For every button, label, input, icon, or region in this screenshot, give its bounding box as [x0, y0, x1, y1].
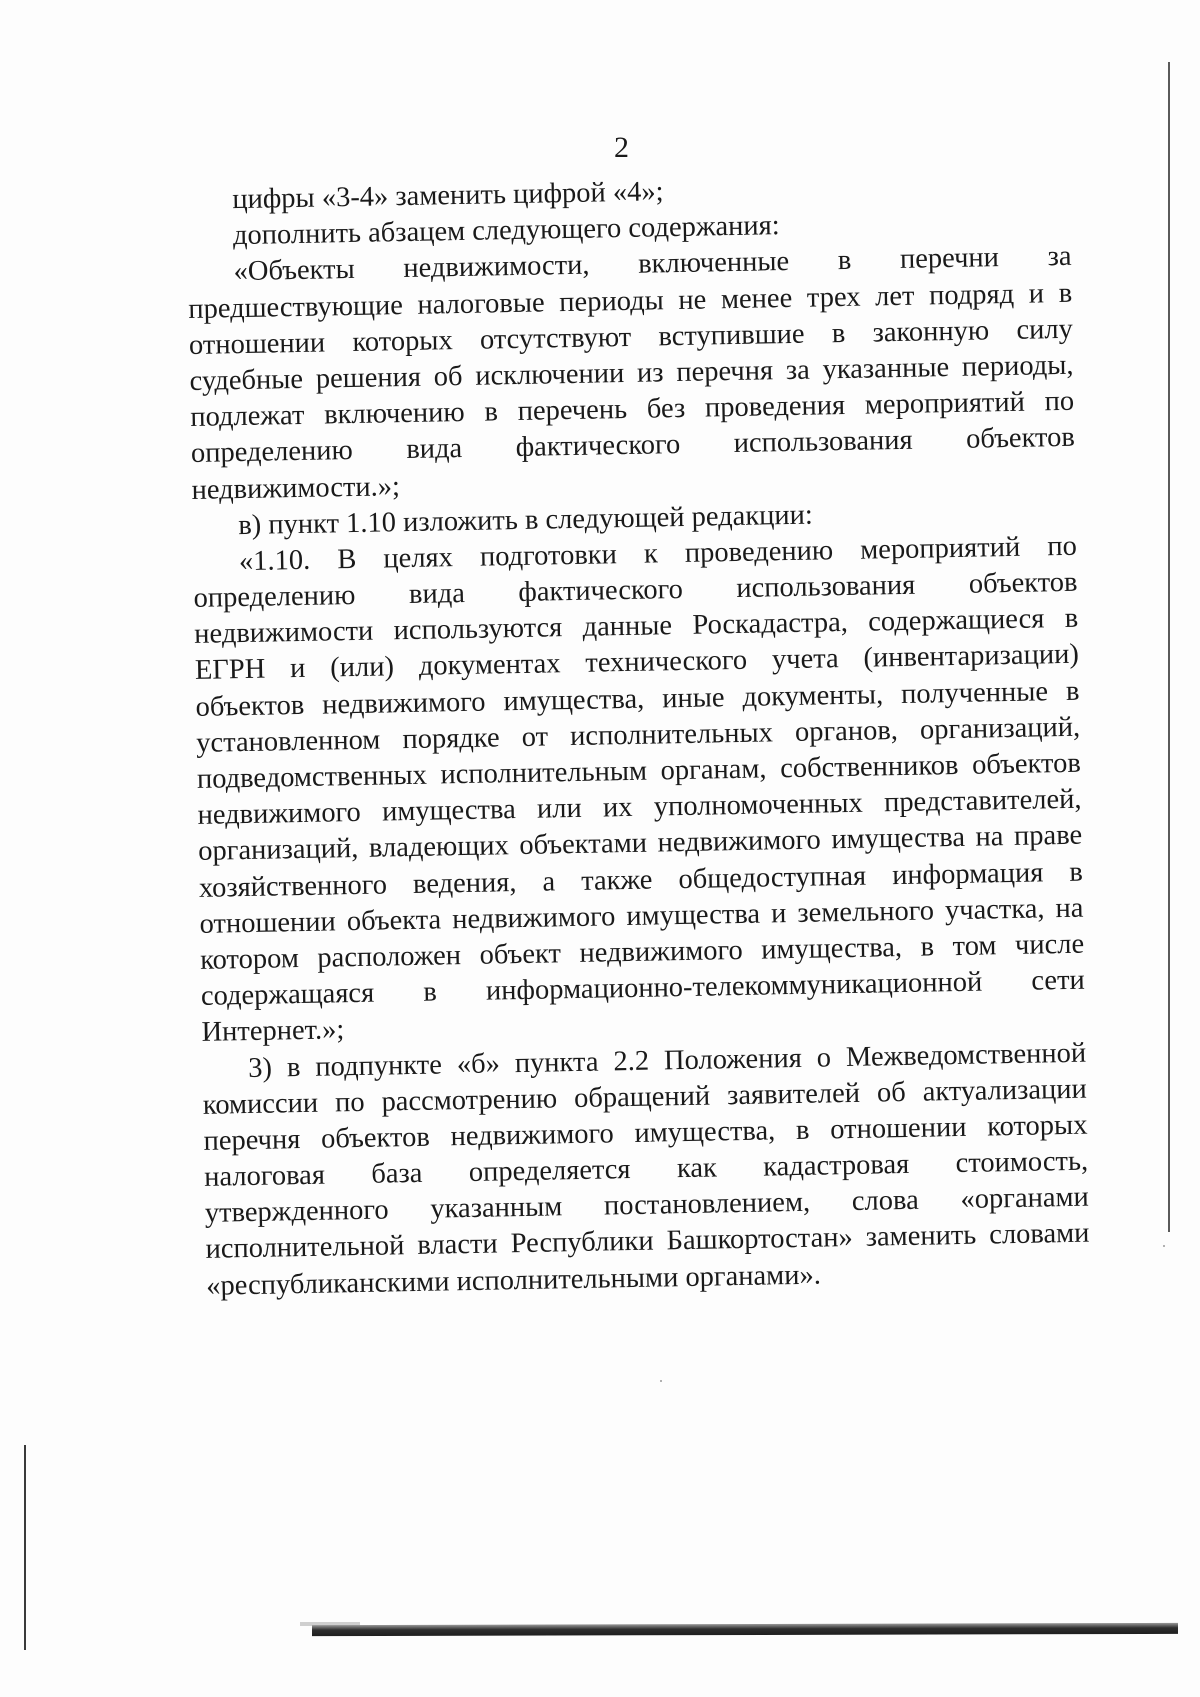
scan-edge-left: [24, 1445, 26, 1650]
text-line: налоговая база определяется как кадастровая стоимость,: [203, 1145, 1089, 1193]
text-line: судебные решения об исключении из перечня за указанные периоды,: [189, 349, 1074, 397]
text-line: Интернет.»;: [201, 1014, 345, 1049]
text-line: «республиканскими исполнительными органами».: [205, 1259, 822, 1302]
text-line: «Объекты недвижимости, включенные в перечни за: [233, 241, 1072, 288]
text-line: определению вида фактического использования объектов: [193, 566, 1078, 614]
page-number: 2: [614, 131, 629, 164]
text-line: недвижимости.»;: [191, 470, 401, 506]
text-line: цифры «3-4» заменить цифрой «4»;: [232, 176, 664, 216]
text-line: хозяйственного ведения, а также общедоступная информация в: [198, 856, 1084, 904]
scan-speck: [1163, 1245, 1165, 1247]
text-line: отношении объекта недвижимого имущества и земельного участка, на: [199, 892, 1084, 940]
text-line: определению вида фактического использования объектов: [190, 422, 1076, 470]
text-line: содержащаяся в информационно-телекоммуникационной сети: [200, 964, 1086, 1012]
text-line: подведомственных исполнительным органам, собственников объектов: [196, 747, 1082, 795]
text-line: в) пункт 1.10 изложить в следующей редакции:: [237, 499, 814, 541]
text-line: комиссии по рассмотрению обращений заявителей об актуализации: [202, 1073, 1088, 1121]
scan-edge-right: [1168, 62, 1170, 1232]
scan-edge-bottom: [312, 1623, 1178, 1636]
text-line: дополнить абзацем следующего содержания:: [232, 210, 780, 252]
text-line: котором расположен объект недвижимого имущества, в том числе: [199, 928, 1085, 976]
text-line: объектов недвижимого имущества, иные документы, полученные в: [195, 675, 1080, 723]
text-line: 3) в подпункте «б» пункта 2.2 Положения о Межведомственной: [247, 1037, 1087, 1084]
text-line: недвижимости используются данные Роскадастра, содержащиеся в: [193, 602, 1079, 651]
text-line: отношении которых отсутствуют вступившие в законную силу: [188, 313, 1074, 361]
text-line: установленном порядке от исполнительных органов, организаций,: [195, 711, 1081, 759]
text-line: подлежат включению в перечень без проведения мероприятий по: [190, 385, 1075, 434]
body-text: [186, 167, 1090, 1305]
text-line: утвержденного указанным постановлением, слова «органами: [204, 1181, 1090, 1230]
text-line: «1.10. В целях подготовки к проведению мероприятий по: [238, 530, 1078, 577]
text-line: исполнительной власти Республики Башкортостан» заменить словами: [205, 1218, 1090, 1266]
text-line: ЕГРН и (или) документах технического учета (инвентаризации): [194, 639, 1080, 687]
text-line: перечня объектов недвижимого имущества, в отношении которых: [203, 1109, 1088, 1157]
scan-speck: [660, 1380, 662, 1382]
text-line: организаций, владеющих объектами недвижимого имущества на праве: [197, 820, 1083, 868]
text-line: предшествующие налоговые периоды не менее трех лет подряд и в: [188, 277, 1073, 325]
text-line: недвижимого имущества или их уполномоченных представителей,: [197, 783, 1082, 832]
